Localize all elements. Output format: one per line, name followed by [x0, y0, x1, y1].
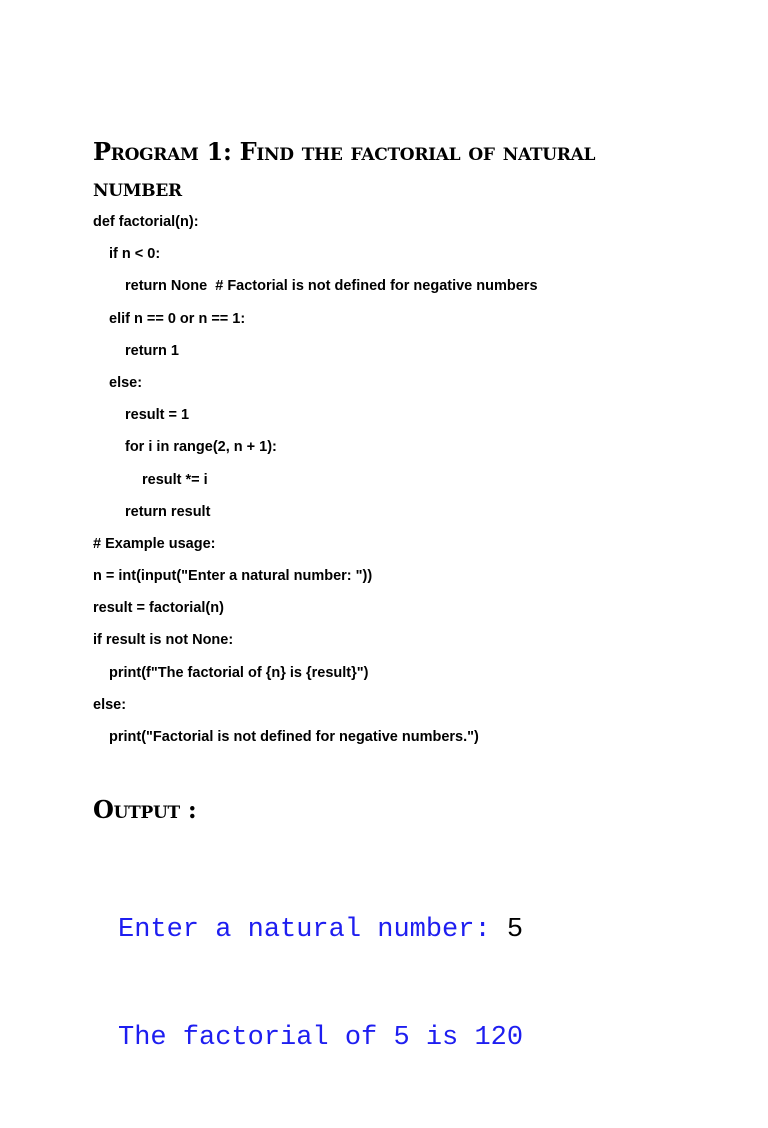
code-line: print("Factorial is not defined for negative numbers."): [109, 729, 479, 745]
code-line: result = 1: [125, 407, 190, 424]
console-prompt-line: [118, 912, 638, 948]
output-heading: Output :: [93, 795, 197, 824]
code-line: else:: [109, 374, 143, 391]
console-output: [118, 840, 638, 1128]
code-line: print(f"The factorial of {n} is {result}"): [109, 664, 369, 681]
console-prompt-text: Enter a natural number:: [118, 915, 507, 945]
code-line: if result is not None:: [93, 632, 234, 649]
program-title-line-2: number: [93, 173, 182, 202]
code-line: result *= i: [142, 471, 208, 488]
code-line: return result: [125, 503, 211, 520]
code-line: else:: [93, 696, 127, 713]
program-title-line-1: Program 1: Find the factorial of natural: [93, 137, 596, 166]
program-title: [93, 134, 713, 206]
code-listing: [93, 212, 713, 759]
console-result-line: The factorial of 5 is 120: [118, 1023, 524, 1053]
code-line: n = int(input("Enter a natural number: ")): [93, 568, 373, 585]
code-line: if n < 0:: [109, 246, 161, 263]
code-line: for i in range(2, n + 1):: [125, 439, 277, 456]
code-line: result = factorial(n): [93, 600, 224, 617]
code-line: elif n == 0 or n == 1:: [109, 310, 246, 327]
code-line: # Example usage:: [93, 535, 216, 552]
code-line: return None # Factorial is not defined for negative numbers: [125, 278, 538, 295]
code-line: def factorial(n):: [93, 214, 199, 230]
console-input-value: 5: [506, 915, 524, 945]
code-line: return 1: [125, 342, 179, 359]
